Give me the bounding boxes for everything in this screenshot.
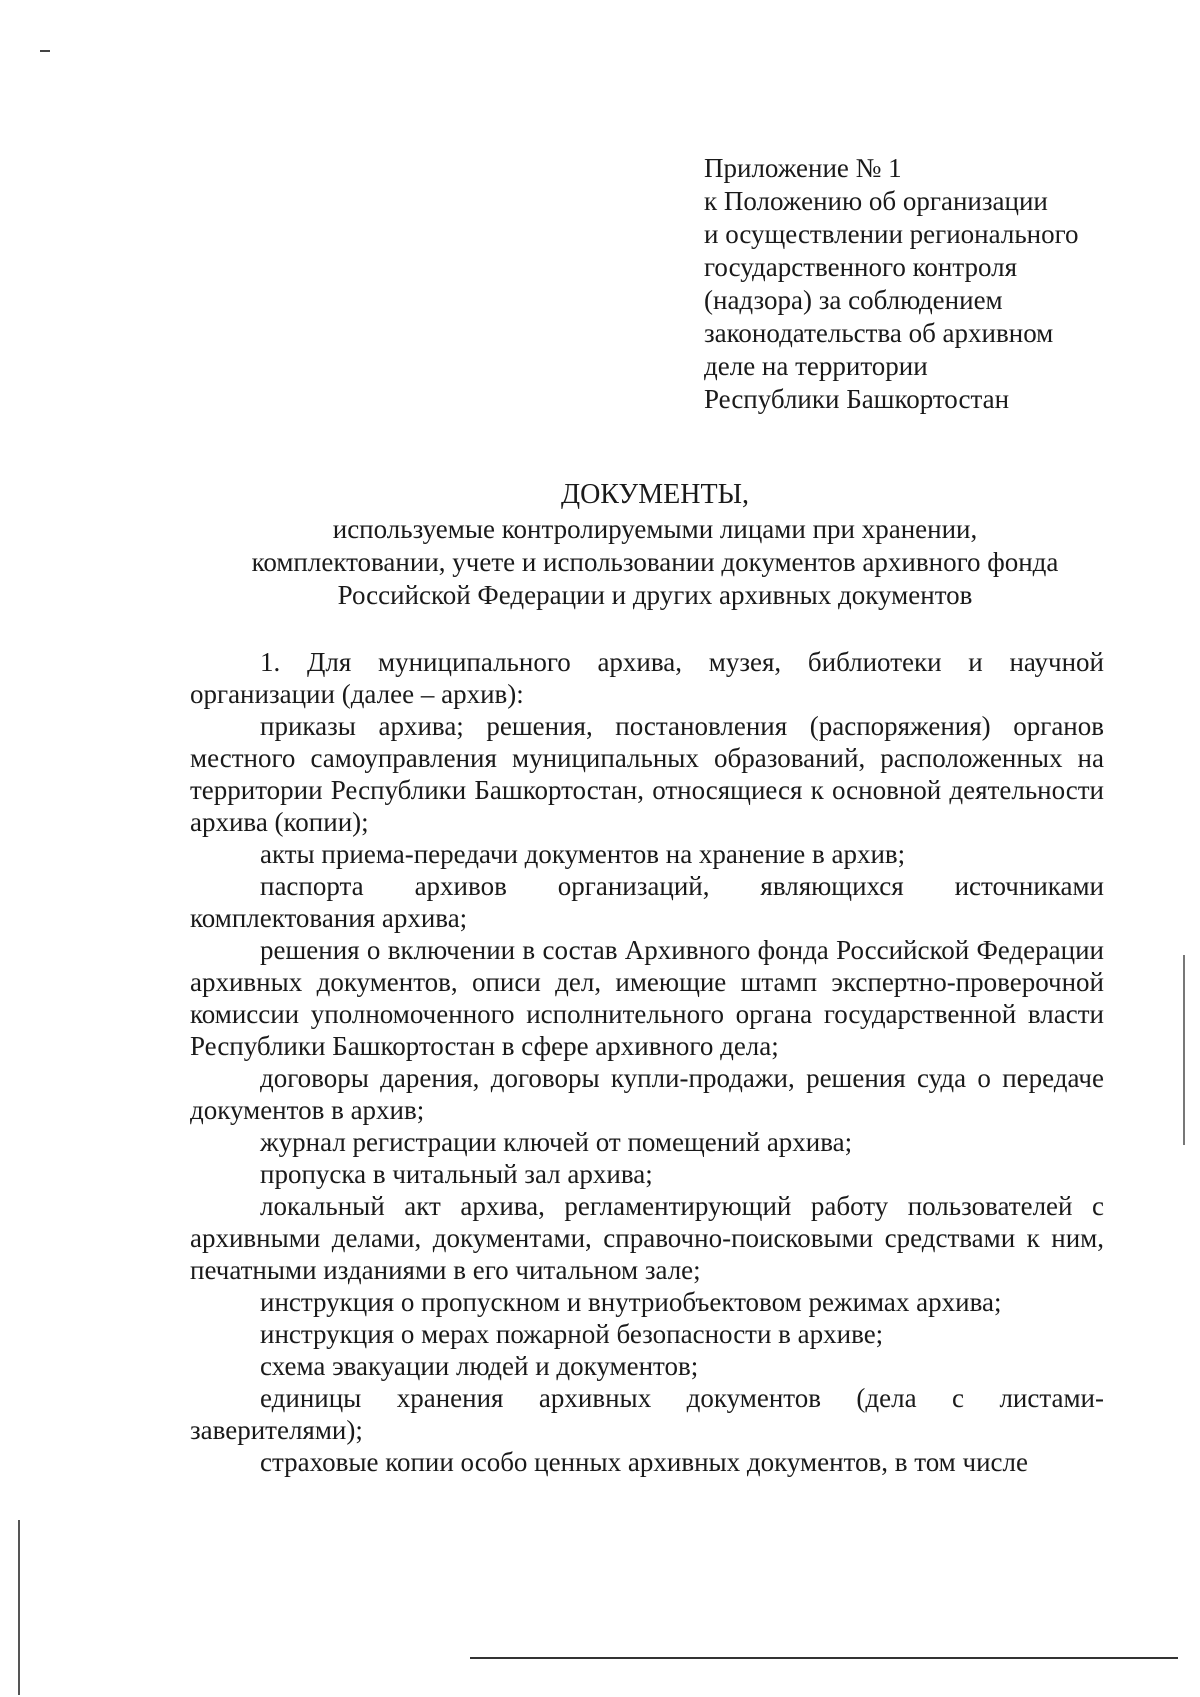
paragraph: договоры дарения, договоры купли-продажи, решения суда о передаче документов в архив; <box>190 1063 1104 1125</box>
document-body <box>190 646 1104 1478</box>
paragraph: паспорта архивов организаций, являющихся источниками комплектования архива; <box>190 871 1104 933</box>
scan-artifact <box>40 50 50 52</box>
appendix-line: законодательства об архивном <box>704 318 1054 348</box>
paragraph: единицы хранения архивных документов (дела с листами-заверителями); <box>190 1383 1104 1445</box>
paragraph: приказы архива; решения, постановления (распоряжения) органов местного самоуправления муниципальных образований, расположенных на территории Республики Башкортостан, относящиеся к основной деятельности архива (копии); <box>190 711 1104 837</box>
document-subtitle: используемые контролируемыми лицами при хранении, <box>332 514 978 544</box>
paragraph: решения о включении в состав Архивного фонда Российской Федерации архивных документов, описи дел, имеющие штамп экспертно-проверочной комиссии уполномоченного исполнительного органа государственной власти Республики Башкортостан в сфере архивного дела; <box>190 935 1104 1061</box>
document-subtitle: комплектовании, учете и использовании документов архивного фонда <box>251 547 1059 577</box>
scan-artifact <box>470 1657 1178 1659</box>
paragraph: 1. Для муниципального архива, музея, библиотеки и научной организации (далее – архив): <box>190 647 1104 709</box>
appendix-line: Республики Башкортостан <box>704 384 1010 414</box>
paragraph: инструкция о пропускном и внутриобъектовом режимах архива; <box>260 1287 1002 1317</box>
paragraph: схема эвакуации людей и документов; <box>260 1351 699 1381</box>
paragraph: пропуска в читальный зал архива; <box>260 1159 653 1189</box>
paragraph: инструкция о мерах пожарной безопасности в архиве; <box>260 1319 884 1349</box>
appendix-header <box>704 152 1124 416</box>
appendix-line: и осуществлении регионального <box>704 219 1079 249</box>
appendix-line: государственного контроля <box>704 252 1017 282</box>
appendix-line: (надзора) за соблюдением <box>704 285 1003 315</box>
paragraph: локальный акт архива, регламентирующий работу пользователей с архивными делами, документами, справочно-поисковыми средствами к ним, печатными изданиями в его читальном зале; <box>190 1191 1104 1285</box>
scan-artifact <box>1183 955 1185 1145</box>
paragraph: страховые копии особо ценных архивных документов, в том числе <box>260 1447 1028 1477</box>
document-title: ДОКУМЕНТЫ, <box>560 479 749 510</box>
paragraph: журнал регистрации ключей от помещений архива; <box>260 1127 853 1157</box>
appendix-line: деле на территории <box>704 351 928 381</box>
scan-artifact <box>18 1520 20 1695</box>
paragraph: акты приема-передачи документов на хранение в архив; <box>260 839 906 869</box>
appendix-line: Приложение № 1 <box>704 153 902 183</box>
document-title-block <box>120 478 1190 612</box>
appendix-line: к Положению об организации <box>704 186 1048 216</box>
document-subtitle: Российской Федерации и других архивных документов <box>337 580 973 610</box>
